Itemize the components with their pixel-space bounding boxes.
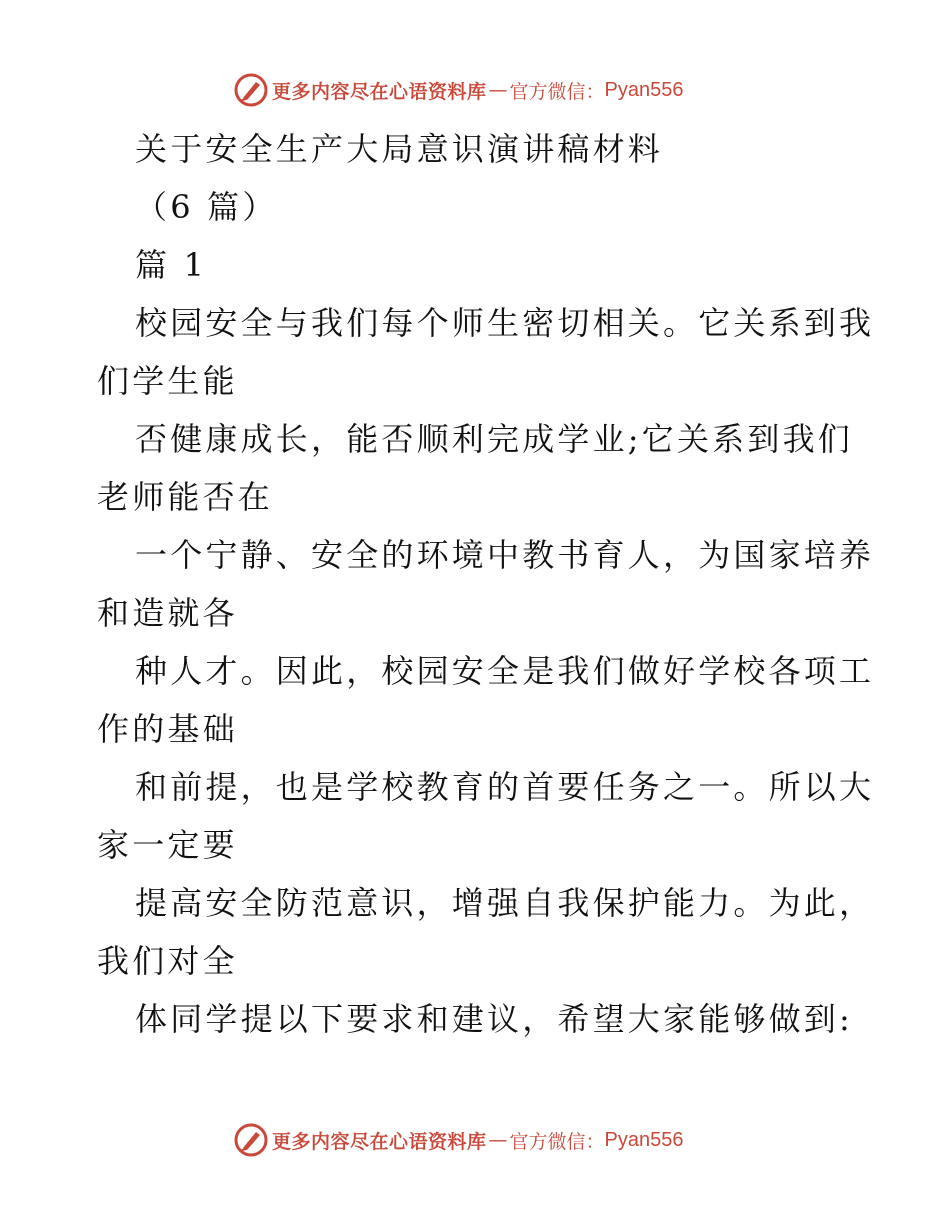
- footer-banner: [234, 1122, 684, 1158]
- banner-separator: —: [488, 1129, 508, 1151]
- paragraph-line: 和前提，也是学校教育的首要任务之一。所以大: [135, 768, 875, 806]
- paragraph-line: 们学生能: [97, 362, 238, 400]
- banner-wechat-id: Pyan556: [604, 78, 684, 101]
- paragraph-line: 家一定要: [97, 826, 238, 864]
- paragraph-line: 提高安全防范意识，增强自我保护能力。为此，: [135, 884, 875, 922]
- paragraph-line: 作的基础: [97, 710, 238, 748]
- document-title: 关于安全生产大局意识演讲稿材料: [135, 130, 664, 168]
- paragraph-line: 否健康成长，能否顺利完成学业;它关系到我们: [135, 420, 853, 458]
- paragraph-line: 种人才。因此，校园安全是我们做好学校各项工: [135, 652, 875, 690]
- banner-separator: —: [488, 79, 508, 101]
- paragraph-line: 体同学提以下要求和建议，希望大家能够做到:: [135, 1000, 853, 1038]
- paragraph-line: 校园安全与我们每个师生密切相关。它关系到我: [135, 304, 875, 342]
- paragraph-line: 和造就各: [97, 594, 238, 632]
- paragraph-line: 老师能否在: [97, 478, 274, 516]
- document-subtitle: （6 篇）: [135, 188, 278, 226]
- quill-logo-icon: [234, 1123, 268, 1157]
- section-heading: 篇 1: [135, 246, 208, 284]
- banner-wechat-label: 官方微信：: [509, 1130, 605, 1153]
- paragraph-line: 我们对全: [97, 942, 238, 980]
- banner-text: 更多内容尽在心语资料库: [272, 1130, 487, 1153]
- banner-text: 更多内容尽在心语资料库: [272, 80, 487, 103]
- paragraph-line: 一个宁静、安全的环境中教书育人，为国家培养: [135, 536, 875, 574]
- banner-wechat-id: Pyan556: [604, 1128, 684, 1151]
- document-body: [97, 120, 875, 1048]
- banner-wechat-label: 官方微信：: [509, 80, 605, 103]
- header-banner: [234, 72, 684, 108]
- quill-logo-icon: [234, 73, 268, 107]
